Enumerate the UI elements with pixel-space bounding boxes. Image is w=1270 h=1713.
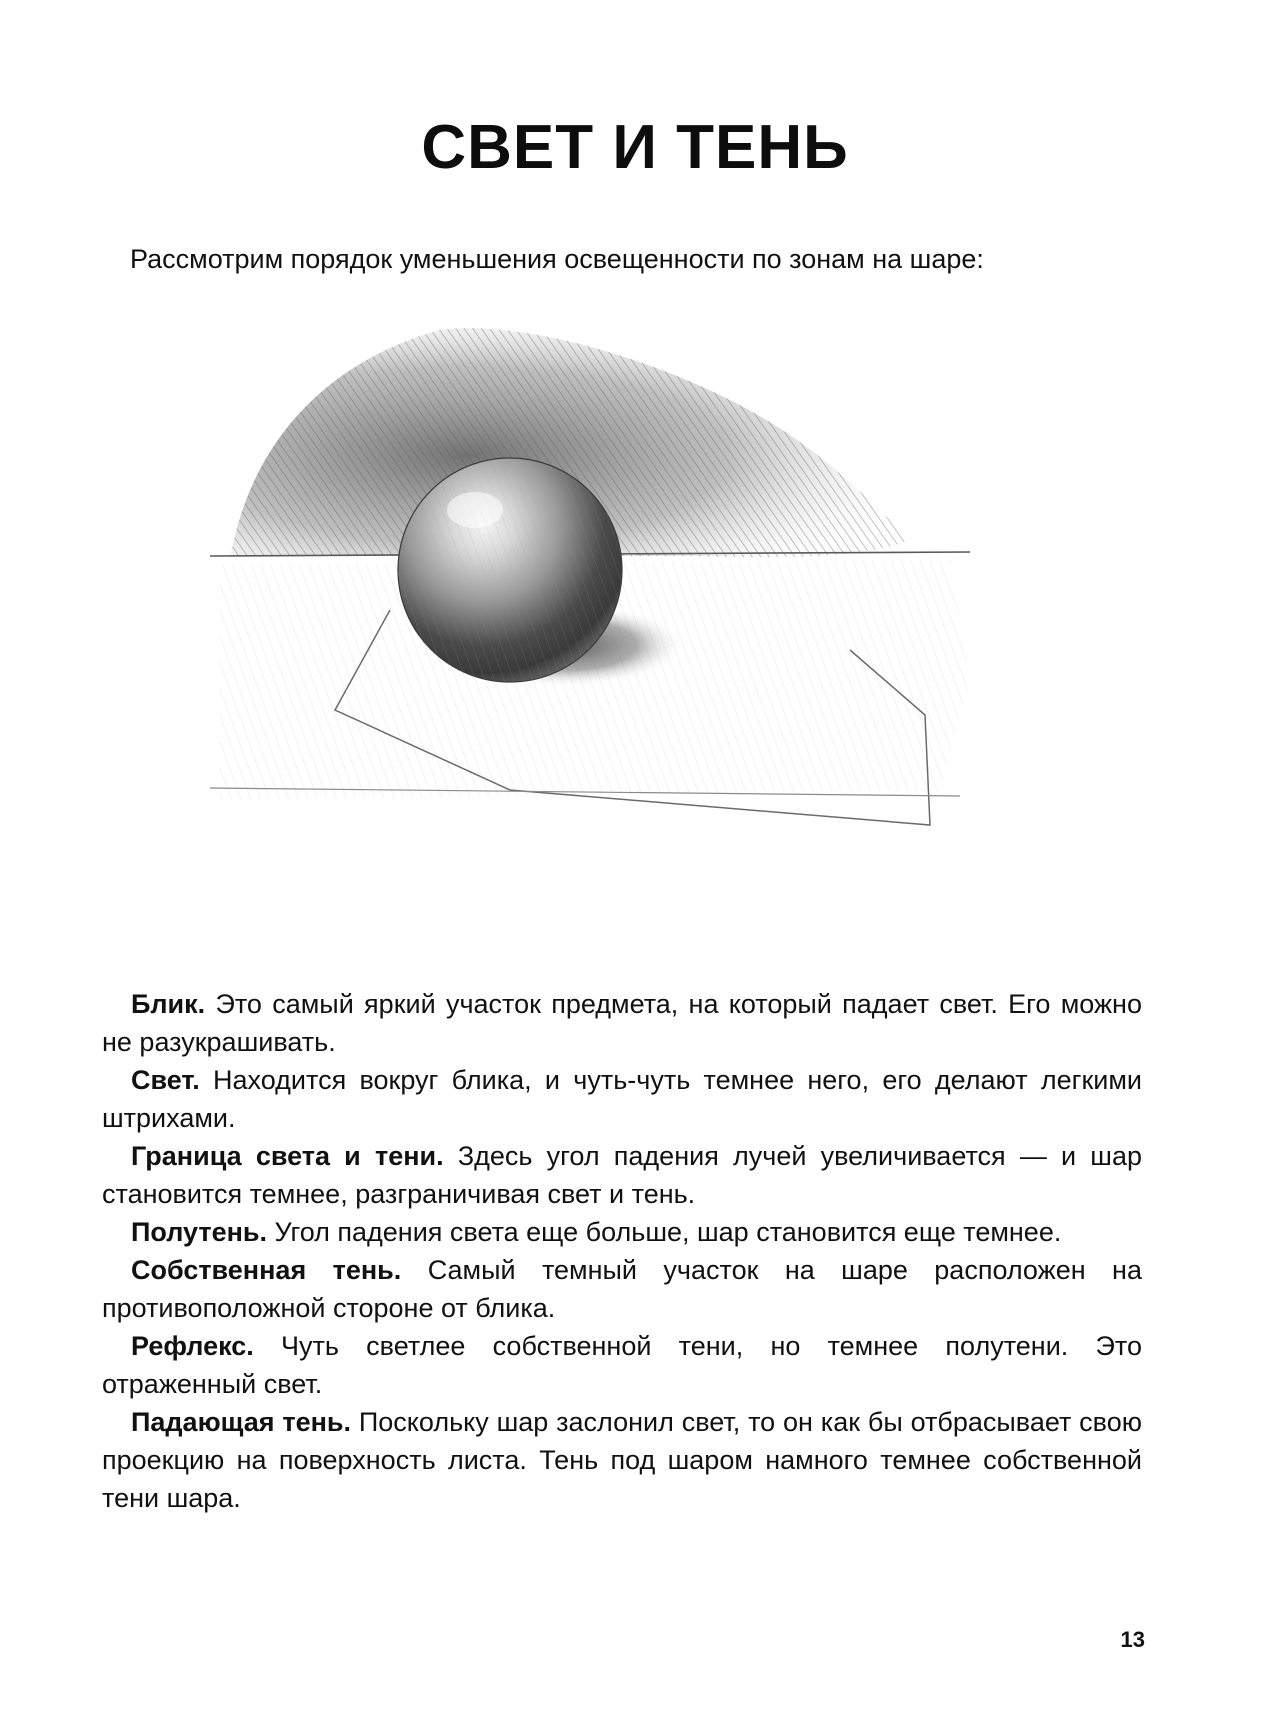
intro-paragraph: Рассмотрим порядок уменьшения освещенности по зонам на шаре: bbox=[130, 244, 984, 274]
sphere-highlight bbox=[447, 492, 503, 528]
definition-text: Угол падения света еще больше, шар становится еще темнее. bbox=[274, 1217, 1062, 1247]
definition-term: Падающая тень. bbox=[131, 1407, 352, 1437]
definitions-list bbox=[102, 985, 1142, 1517]
definition-paragraph bbox=[102, 985, 1142, 1061]
definition-text: Чуть светлее собственной тени, но темнее полутени. Это отраженный свет. bbox=[102, 1331, 1142, 1399]
definition-term: Собственная тень. bbox=[131, 1255, 402, 1285]
definition-term: Полутень. bbox=[131, 1217, 268, 1247]
definition-paragraph bbox=[102, 1137, 1142, 1213]
definition-term: Граница света и тени. bbox=[131, 1141, 444, 1171]
definition-paragraph bbox=[102, 1251, 1142, 1327]
definition-text: Находится вокруг блика, и чуть-чуть темнее него, его делают легкими штрихами. bbox=[102, 1065, 1142, 1133]
definition-paragraph bbox=[102, 1327, 1142, 1403]
definition-text: Самый темный участок на шаре расположен на противоположной стороне от блика. bbox=[102, 1255, 1142, 1323]
sphere-sketch-illustration bbox=[210, 320, 1040, 920]
definition-text: Здесь угол падения лучей увеличивается — и шар становится темнее, разграничивая свет и тень. bbox=[102, 1141, 1142, 1209]
page-title: СВЕТ И ТЕНЬ bbox=[421, 113, 849, 182]
definition-text: Это самый яркий участок предмета, на который падает свет. Его можно не разукрашивать. bbox=[102, 989, 1142, 1057]
definition-paragraph bbox=[102, 1403, 1142, 1517]
definition-text: Поскольку шар заслонил свет, то он как бы отбрасывает свою проекцию на поверхность листа. Тень под шаром намного темнее собственной тени шара. bbox=[102, 1407, 1142, 1513]
definition-paragraph bbox=[102, 1061, 1142, 1137]
page-number: 13 bbox=[1120, 1627, 1145, 1652]
definition-term: Блик. bbox=[131, 989, 206, 1019]
definition-paragraph bbox=[102, 1213, 1142, 1251]
definition-term: Рефлекс. bbox=[131, 1331, 254, 1361]
definition-term: Свет. bbox=[131, 1065, 200, 1095]
